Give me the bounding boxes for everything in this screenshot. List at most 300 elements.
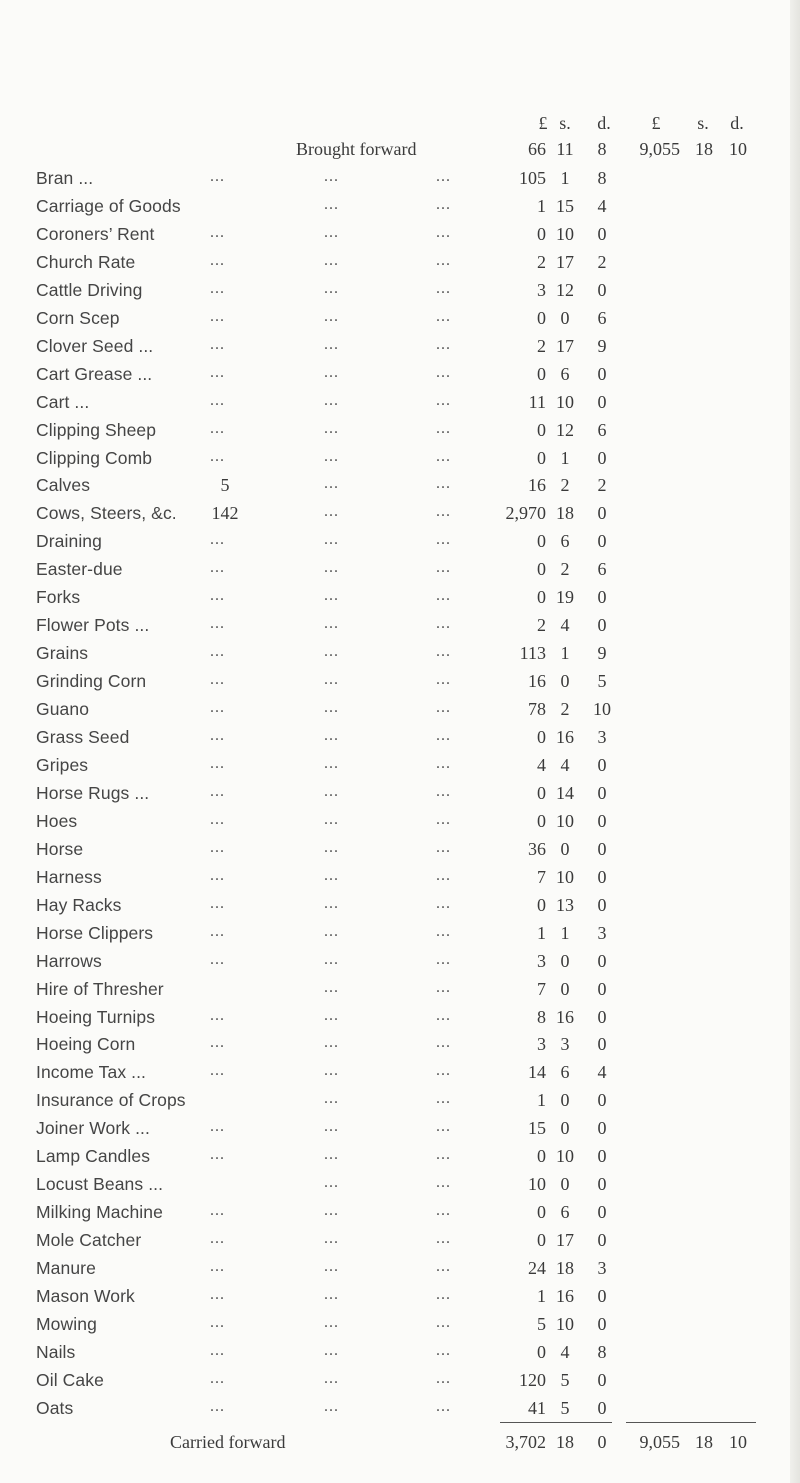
- item-pounds: 0: [537, 587, 546, 608]
- item-pence: 0: [597, 1397, 607, 1418]
- ledger-row: [0, 1034, 800, 1064]
- leader-dots: ...: [324, 1034, 339, 1052]
- leader-dots: ...: [324, 363, 339, 381]
- leader-dots: ...: [436, 195, 451, 213]
- item-label: Bran ...: [36, 168, 94, 188]
- item-label: Income Tax ...: [36, 1062, 147, 1083]
- header-pence-1: d.: [597, 113, 611, 133]
- item-label: Oil Cake: [36, 1369, 104, 1390]
- leader-dots: ...: [210, 419, 225, 437]
- bf-pounds-1: 66: [528, 139, 546, 159]
- item-pounds: 0: [537, 447, 546, 468]
- leader-dots: ...: [436, 1062, 451, 1080]
- leader-dots: ...: [436, 1286, 451, 1303]
- ledger-row: [0, 727, 800, 757]
- item-pounds: 24: [528, 1258, 546, 1279]
- cf-shillings-1: 18: [556, 1432, 574, 1452]
- ledger-row: [0, 1118, 800, 1148]
- ledger-row: [0, 1314, 800, 1344]
- leader-dots: ...: [324, 531, 339, 549]
- item-shillings: 2: [560, 475, 570, 496]
- leader-dots: ...: [324, 754, 339, 772]
- item-label: Nails: [36, 1341, 76, 1362]
- item-pounds: 2: [537, 251, 546, 272]
- ledger-row: [0, 867, 800, 897]
- item-pounds: 10: [528, 1174, 546, 1195]
- item-pence: 6: [597, 419, 607, 440]
- item-shillings: 4: [560, 615, 570, 636]
- item-shillings: 10: [556, 1146, 574, 1167]
- leader-dots: ...: [436, 671, 451, 689]
- item-shillings: 0: [560, 950, 570, 971]
- item-pounds: 1: [537, 1286, 546, 1306]
- item-pounds: 1: [537, 1090, 546, 1111]
- item-label: Clipping Comb: [36, 447, 153, 468]
- item-shillings: 5: [560, 1369, 570, 1390]
- item-pence: 10: [593, 699, 611, 720]
- leader-dots: ...: [324, 838, 339, 856]
- leader-dots: ...: [436, 419, 451, 437]
- header-pence-2: d.: [730, 113, 744, 133]
- item-shillings: 4: [560, 1341, 570, 1362]
- ledger-row: [0, 951, 800, 981]
- ledger-row: [0, 1202, 800, 1232]
- leader-dots: ...: [210, 699, 225, 717]
- sum-rule-2: [626, 1422, 756, 1423]
- item-shillings: 0: [560, 1174, 570, 1195]
- leader-dots: ...: [324, 447, 339, 465]
- item-pounds: 0: [537, 1202, 546, 1223]
- leader-dots: ...: [436, 1369, 451, 1387]
- leader-dots: ...: [436, 754, 451, 772]
- leader-dots: ...: [436, 279, 451, 297]
- ledger-row: [0, 364, 800, 394]
- item-pounds: 2,970: [505, 503, 546, 524]
- leader-dots: ...: [436, 1397, 451, 1415]
- item-count: 5: [220, 475, 230, 496]
- item-shillings: 16: [556, 1006, 574, 1027]
- item-pounds: 7: [537, 978, 546, 999]
- item-pounds: 8: [537, 1006, 546, 1027]
- item-label: Cattle Driving: [36, 279, 143, 300]
- item-pounds: 0: [537, 1230, 546, 1251]
- item-label: Guano: [36, 699, 90, 720]
- leader-dots: ...: [436, 223, 451, 241]
- leader-dots: ...: [436, 587, 451, 605]
- item-pence: 0: [597, 838, 607, 859]
- item-pence: 0: [597, 782, 607, 803]
- item-shillings: 6: [560, 363, 570, 384]
- bf-shillings-1: 11: [556, 139, 574, 159]
- leader-dots: ...: [210, 223, 225, 241]
- leader-dots: ...: [324, 1146, 339, 1164]
- leader-dots: ...: [324, 1286, 339, 1303]
- item-label: Hoeing Corn: [36, 1034, 136, 1055]
- leader-dots: ...: [436, 838, 451, 856]
- leader-dots: ...: [210, 922, 225, 940]
- leader-dots: ...: [210, 559, 225, 577]
- ledger-row: [0, 1062, 800, 1092]
- item-pence: 8: [597, 1341, 607, 1362]
- bf-pence-2: 10: [729, 139, 747, 159]
- leader-dots: ...: [324, 1006, 339, 1024]
- item-label: Harrows: [36, 950, 102, 971]
- item-shillings: 10: [556, 810, 574, 831]
- ledger-row: [0, 811, 800, 841]
- leader-dots: ...: [324, 950, 339, 968]
- item-shillings: 0: [560, 1118, 570, 1139]
- item-label: Cows, Steers, &c.: [36, 503, 177, 524]
- leader-dots: ...: [210, 894, 225, 912]
- item-shillings: 0: [560, 978, 570, 999]
- item-pounds: 2: [537, 615, 546, 636]
- ledger-row: [0, 503, 800, 533]
- item-pence: 0: [597, 503, 607, 524]
- item-label: Hoes: [36, 810, 78, 831]
- item-pounds: 7: [537, 866, 546, 887]
- leader-dots: ...: [324, 307, 339, 325]
- leader-dots: ...: [436, 615, 451, 633]
- header-pounds-2: £: [651, 113, 661, 133]
- cf-pounds-2: 9,055: [639, 1432, 680, 1452]
- leader-dots: ...: [324, 1258, 339, 1276]
- item-pounds: 5: [537, 1313, 546, 1334]
- carried-forward-row: [0, 1432, 800, 1462]
- item-shillings: 0: [560, 838, 570, 859]
- cf-pence-2: 10: [729, 1432, 747, 1452]
- leader-dots: ...: [210, 643, 225, 661]
- item-label: Lamp Candles: [36, 1146, 151, 1167]
- item-pence: 0: [597, 1313, 607, 1334]
- ledger-row: [0, 587, 800, 617]
- cf-pounds-1: 3,702: [505, 1432, 546, 1452]
- leader-dots: ...: [210, 950, 225, 968]
- cf-shillings-2: 18: [695, 1432, 713, 1452]
- leader-dots: ...: [210, 1146, 225, 1164]
- leader-dots: ...: [436, 335, 451, 353]
- bf-shillings-2: 18: [695, 139, 713, 159]
- leader-dots: ...: [210, 168, 225, 185]
- sum-rule-1: [500, 1422, 612, 1423]
- item-pounds: 78: [528, 699, 546, 720]
- item-pence: 0: [597, 391, 607, 412]
- item-label: Horse Clippers: [36, 922, 154, 943]
- item-shillings: 10: [556, 223, 574, 244]
- item-label: Hire of Thresher: [36, 978, 164, 999]
- leader-dots: ...: [324, 671, 339, 689]
- bf-pounds-2: 9,055: [639, 139, 680, 159]
- ledger-row: [0, 224, 800, 254]
- leader-dots: ...: [210, 531, 225, 549]
- item-label: Draining: [36, 531, 102, 552]
- leader-dots: ...: [436, 1146, 451, 1164]
- leader-dots: ...: [210, 1341, 225, 1359]
- item-shillings: 6: [560, 1202, 570, 1223]
- leader-dots: ...: [210, 727, 225, 744]
- item-pounds: 36: [528, 838, 546, 859]
- item-pounds: 3: [537, 1034, 546, 1055]
- item-pounds: 0: [537, 531, 546, 552]
- item-label: Clipping Sheep: [36, 419, 157, 440]
- item-shillings: 3: [560, 1034, 570, 1055]
- item-pounds: 0: [537, 894, 546, 915]
- ledger-row: [0, 1342, 800, 1372]
- leader-dots: ...: [436, 866, 451, 884]
- ledger-row: [0, 280, 800, 310]
- item-pence: 9: [597, 335, 607, 356]
- item-shillings: 0: [560, 671, 570, 692]
- leader-dots: ...: [436, 168, 451, 185]
- leader-dots: ...: [436, 894, 451, 912]
- item-pence: 3: [597, 922, 607, 943]
- item-shillings: 18: [556, 1258, 574, 1279]
- ledger-row: [0, 1007, 800, 1037]
- leader-dots: ...: [324, 894, 339, 912]
- item-label: Mole Catcher: [36, 1230, 142, 1251]
- item-pence: 5: [597, 671, 607, 692]
- item-pounds: 0: [537, 419, 546, 440]
- leader-dots: ...: [210, 838, 225, 856]
- item-pence: 0: [597, 1174, 607, 1195]
- leader-dots: ...: [324, 1313, 339, 1331]
- item-label: Milking Machine: [36, 1202, 163, 1223]
- leader-dots: ...: [324, 195, 339, 213]
- item-pounds: 16: [528, 475, 546, 496]
- leader-dots: ...: [436, 363, 451, 381]
- item-pounds: 1: [537, 195, 546, 216]
- item-pence: 3: [597, 727, 607, 747]
- leader-dots: ...: [436, 699, 451, 717]
- item-pence: 0: [597, 978, 607, 999]
- leader-dots: ...: [210, 1369, 225, 1387]
- leader-dots: ...: [210, 1230, 225, 1248]
- leader-dots: ...: [436, 1090, 451, 1108]
- item-pence: 6: [597, 307, 607, 328]
- item-label: Hay Racks: [36, 894, 122, 915]
- leader-dots: ...: [324, 978, 339, 996]
- item-label: Grains: [36, 643, 89, 664]
- leader-dots: ...: [324, 1230, 339, 1248]
- item-pence: 0: [597, 223, 607, 244]
- leader-dots: ...: [324, 699, 339, 717]
- item-pence: 0: [597, 754, 607, 775]
- item-pence: 0: [597, 1230, 607, 1251]
- leader-dots: ...: [324, 727, 339, 744]
- ledger-row: [0, 839, 800, 869]
- item-pounds: 0: [537, 307, 546, 328]
- leader-dots: ...: [436, 1006, 451, 1024]
- item-shillings: 16: [556, 727, 574, 747]
- item-label: Horse Rugs ...: [36, 782, 150, 803]
- leader-dots: ...: [210, 1202, 225, 1220]
- leader-dots: ...: [324, 587, 339, 605]
- leader-dots: ...: [436, 1258, 451, 1276]
- ledger-row: [0, 1370, 800, 1400]
- leader-dots: ...: [210, 671, 225, 689]
- leader-dots: ...: [210, 615, 225, 633]
- item-pounds: 41: [528, 1397, 546, 1418]
- item-pence: 8: [597, 168, 607, 188]
- leader-dots: ...: [210, 1313, 225, 1331]
- item-pounds: 0: [537, 1146, 546, 1167]
- item-pence: 0: [597, 1006, 607, 1027]
- leader-dots: ...: [436, 447, 451, 465]
- item-label: Grinding Corn: [36, 671, 147, 692]
- item-pence: 4: [597, 1062, 607, 1083]
- leader-dots: ...: [436, 922, 451, 940]
- ledger-row: [0, 252, 800, 282]
- item-pounds: 0: [537, 727, 546, 747]
- leader-dots: ...: [436, 643, 451, 661]
- item-pence: 0: [597, 1369, 607, 1390]
- item-label: Carriage of Goods: [36, 195, 181, 216]
- item-pence: 0: [597, 894, 607, 915]
- leader-dots: ...: [324, 1202, 339, 1220]
- item-shillings: 1: [560, 447, 570, 468]
- ledger-row: [0, 895, 800, 925]
- item-pounds: 0: [537, 363, 546, 384]
- leader-dots: ...: [324, 251, 339, 269]
- item-pence: 0: [597, 866, 607, 887]
- item-label: Locust Beans ...: [36, 1174, 164, 1195]
- leader-dots: ...: [210, 391, 225, 409]
- item-pence: 2: [597, 251, 607, 272]
- item-pence: 9: [597, 643, 607, 664]
- leader-dots: ...: [324, 866, 339, 884]
- item-pence: 0: [597, 615, 607, 636]
- item-shillings: 2: [560, 699, 570, 720]
- leader-dots: ...: [324, 475, 339, 493]
- leader-dots: ...: [210, 1286, 225, 1303]
- item-pounds: 14: [528, 1062, 546, 1083]
- item-pence: 3: [597, 1258, 607, 1279]
- item-pounds: 2: [537, 335, 546, 356]
- leader-dots: ...: [324, 559, 339, 577]
- leader-dots: ...: [210, 1118, 225, 1136]
- ledger-row: [0, 923, 800, 953]
- leader-dots: ...: [436, 391, 451, 409]
- leader-dots: ...: [436, 559, 451, 577]
- leader-dots: ...: [210, 279, 225, 297]
- leader-dots: ...: [324, 615, 339, 633]
- item-label: Cart Grease ...: [36, 363, 153, 384]
- leader-dots: ...: [210, 363, 225, 381]
- leader-dots: ...: [436, 1230, 451, 1248]
- item-shillings: 14: [556, 782, 574, 803]
- item-pounds: 0: [537, 810, 546, 831]
- item-pounds: 3: [537, 950, 546, 971]
- item-count: 142: [211, 503, 239, 524]
- header-shillings-1: s.: [559, 113, 571, 133]
- item-pence: 4: [597, 195, 607, 216]
- leader-dots: ...: [324, 643, 339, 661]
- leader-dots: ...: [210, 1258, 225, 1276]
- leader-dots: ...: [324, 503, 339, 521]
- leader-dots: ...: [210, 251, 225, 269]
- item-label: Clover Seed ...: [36, 335, 154, 356]
- leader-dots: ...: [436, 307, 451, 325]
- item-pence: 0: [597, 587, 607, 608]
- item-shillings: 17: [556, 1230, 574, 1251]
- ledger-row: [0, 671, 800, 701]
- item-pence: 0: [597, 279, 607, 300]
- item-shillings: 2: [560, 559, 570, 580]
- leader-dots: ...: [324, 1341, 339, 1359]
- item-label: Joiner Work ...: [36, 1118, 150, 1139]
- item-pence: 0: [597, 1202, 607, 1223]
- leader-dots: ...: [436, 1202, 451, 1220]
- ledger-row: [0, 1286, 800, 1316]
- item-shillings: 6: [560, 1062, 570, 1083]
- item-pounds: 3: [537, 279, 546, 300]
- ledger-row: [0, 475, 800, 505]
- item-label: Mowing: [36, 1313, 97, 1334]
- leader-dots: ...: [324, 335, 339, 353]
- cf-pence-1: 0: [597, 1432, 607, 1452]
- ledger-row: [0, 643, 800, 673]
- leader-dots: ...: [436, 782, 451, 800]
- item-label: Coroners’ Rent: [36, 223, 155, 244]
- item-label: Grass Seed: [36, 727, 130, 747]
- ledger-row: [0, 699, 800, 729]
- item-pence: 0: [597, 1118, 607, 1139]
- item-shillings: 1: [560, 922, 570, 943]
- ledger-row: [0, 168, 800, 198]
- ledger-row: [0, 1258, 800, 1288]
- leader-dots: ...: [324, 419, 339, 437]
- leader-dots: ...: [436, 810, 451, 828]
- ledger-row: [0, 196, 800, 226]
- leader-dots: ...: [210, 335, 225, 353]
- leader-dots: ...: [324, 782, 339, 800]
- item-shillings: 1: [560, 168, 570, 188]
- item-pence: 0: [597, 1090, 607, 1111]
- leader-dots: ...: [210, 587, 225, 605]
- leader-dots: ...: [324, 810, 339, 828]
- leader-dots: ...: [324, 1062, 339, 1080]
- item-shillings: 0: [560, 1090, 570, 1111]
- item-shillings: 4: [560, 754, 570, 775]
- ledger-row: [0, 1146, 800, 1176]
- item-pounds: 0: [537, 782, 546, 803]
- item-shillings: 0: [560, 307, 570, 328]
- item-pounds: 11: [528, 391, 546, 412]
- leader-dots: ...: [436, 475, 451, 493]
- item-label: Forks: [36, 587, 81, 608]
- header-shillings-2: s.: [697, 113, 709, 133]
- ledger-row: [0, 392, 800, 422]
- brought-forward-row: [0, 139, 800, 169]
- ledger-row: [0, 1174, 800, 1204]
- leader-dots: ...: [436, 950, 451, 968]
- leader-dots: ...: [436, 1174, 451, 1192]
- item-label: Oats: [36, 1397, 74, 1418]
- item-pence: 0: [597, 1034, 607, 1055]
- leader-dots: ...: [324, 223, 339, 241]
- item-shillings: 13: [556, 894, 574, 915]
- leader-dots: ...: [324, 922, 339, 940]
- leader-dots: ...: [324, 1174, 339, 1192]
- item-shillings: 17: [556, 335, 574, 356]
- leader-dots: ...: [210, 1006, 225, 1024]
- item-label: Manure: [36, 1258, 96, 1279]
- item-pence: 2: [597, 475, 607, 496]
- item-label: Flower Pots ...: [36, 615, 150, 636]
- leader-dots: ...: [210, 810, 225, 828]
- item-label: Corn Scep: [36, 307, 120, 328]
- item-label: Gripes: [36, 754, 89, 775]
- carried-forward-label: Carried forward: [170, 1432, 286, 1452]
